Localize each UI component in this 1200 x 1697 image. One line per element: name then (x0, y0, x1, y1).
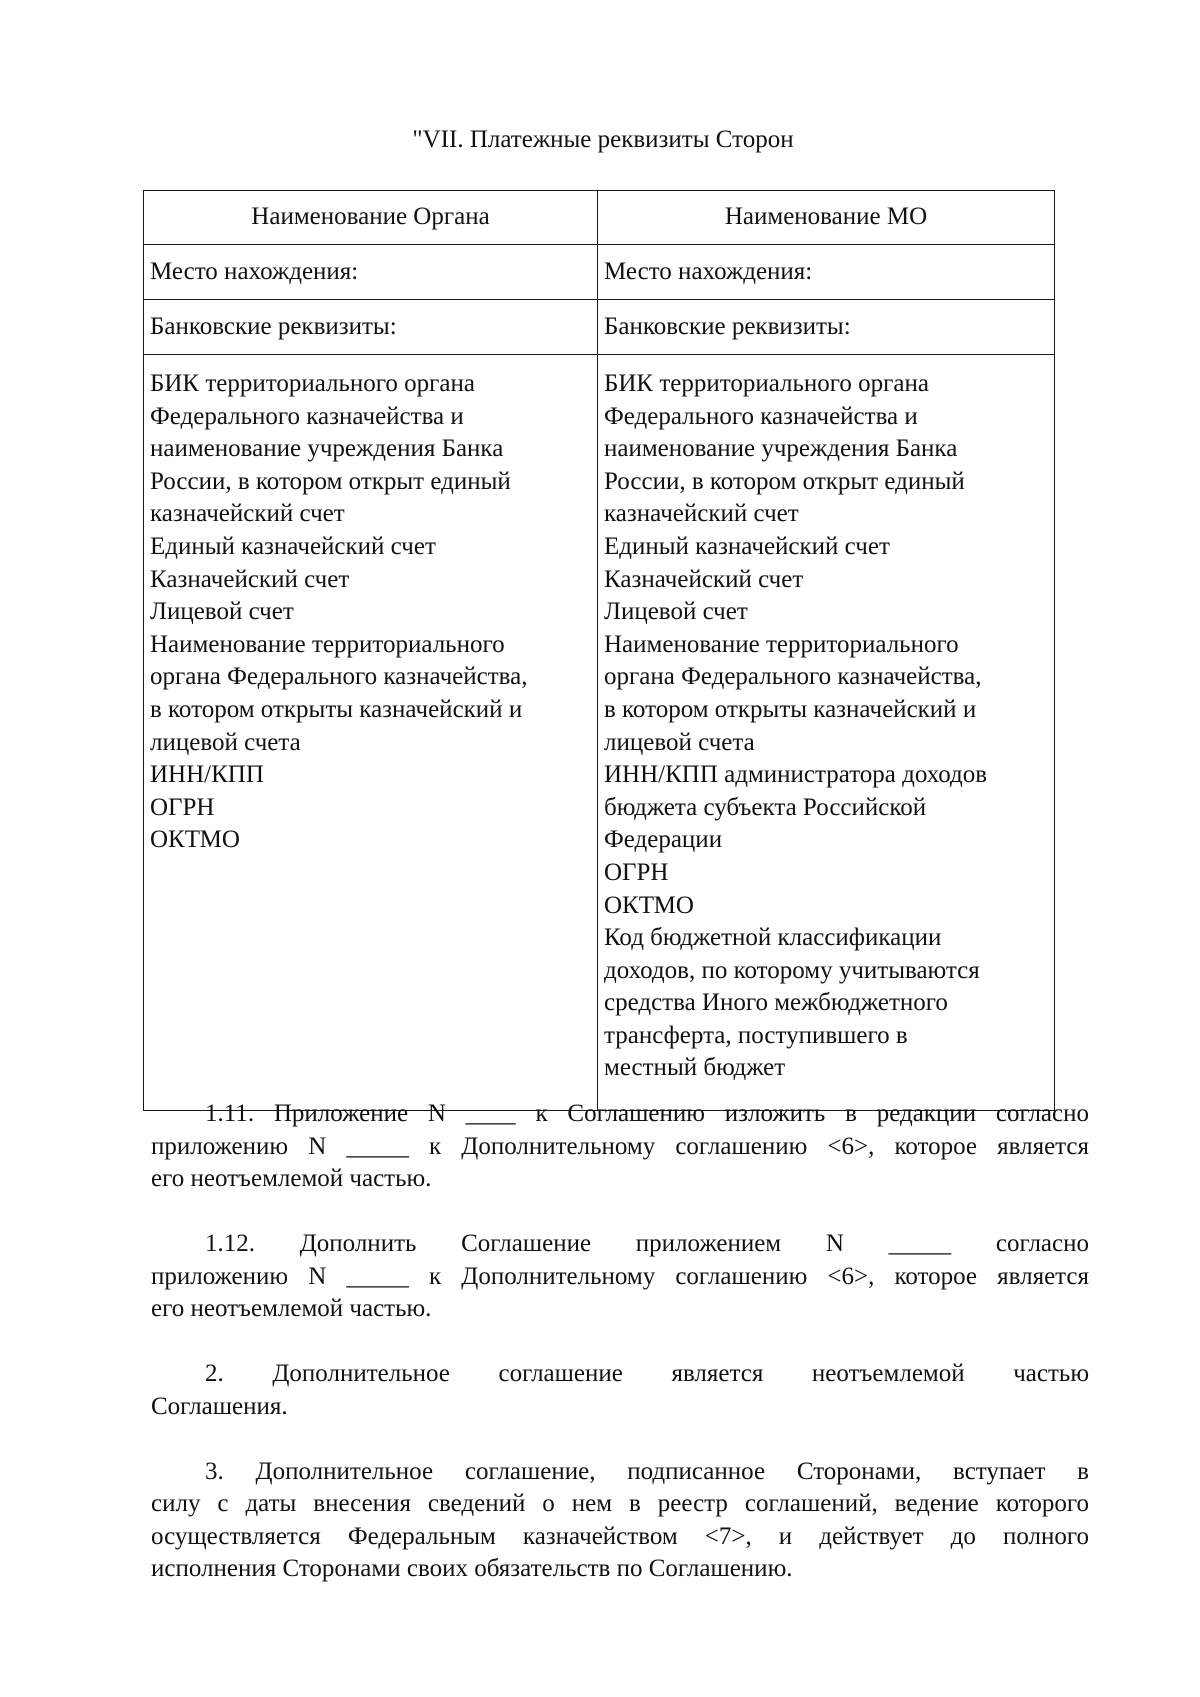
paragraph-line: приложению N _____ к Дополнительному соглашению <6>, которое является (151, 1132, 1089, 1160)
paragraph-line: приложению N _____ к Дополнительному соглашению <6>, которое является (151, 1262, 1089, 1290)
municipality-detail-line: доходов, по которому учитываются (604, 956, 980, 984)
paragraph-3 (151, 1456, 1089, 1586)
header-authority: Наименование Органа (144, 191, 598, 245)
authority-details-cell (144, 355, 598, 1111)
authority-detail-line: Лицевой счет (150, 598, 294, 626)
paragraph-line: Соглашения. (151, 1392, 288, 1420)
municipality-detail-line: России, в котором открыт единый (604, 467, 965, 495)
authority-bank-label: Банковские реквизиты: (144, 300, 598, 355)
paragraph-line: его неотъемлемой частью. (151, 1295, 432, 1322)
paragraph-line: его неотъемлемой частью. (151, 1165, 432, 1192)
authority-detail-line: Наименование территориального (150, 630, 505, 658)
municipality-location-label: Место нахождения: (598, 245, 1055, 300)
paragraph-line: 1.12. Дополнить Соглашение приложением N _____ согласно (205, 1230, 1089, 1257)
municipality-detail-line: органа Федерального казначейства, (604, 663, 982, 691)
municipality-detail-line: наименование учреждения Банка (604, 435, 958, 463)
municipality-detail-line: ИНН/КПП администратора доходов (604, 761, 988, 789)
paragraph-line: исполнения Сторонами своих обязательств по Соглашению. (151, 1555, 793, 1582)
authority-detail-line: органа Федерального казначейства, (150, 663, 528, 691)
authority-detail-line: Единый казначейский счет (150, 532, 436, 560)
municipality-detail-line: Наименование территориального (604, 630, 959, 658)
municipality-detail-line: БИК территориального органа (604, 370, 929, 397)
authority-detail-line: лицевой счета (150, 728, 301, 756)
table-row-details (144, 355, 1055, 1111)
authority-detail-line: казначейский счет (150, 500, 345, 528)
authority-detail-line: ОКТМО (150, 826, 240, 854)
municipality-detail-line: ОКТМО (604, 891, 694, 919)
paragraph-line: осуществляется Федеральным казначейством <7>, и действует до полного (151, 1522, 1089, 1550)
municipality-detail-line: средства Иного межбюджетного (604, 989, 948, 1017)
municipality-detail-line: трансферта, поступившего в (604, 1021, 908, 1049)
municipality-detail-line: казначейский счет (604, 500, 799, 528)
municipality-detail-line: ОГРН (604, 858, 669, 886)
municipality-detail-line: местный бюджет (604, 1054, 786, 1082)
authority-detail-line: России, в котором открыт единый (150, 467, 511, 495)
paragraph-line: силу с даты внесения сведений о нем в реестр соглашений, ведение которого (151, 1490, 1089, 1517)
authority-detail-line: ИНН/КПП (150, 761, 264, 789)
authority-detail-line: Казначейский счет (150, 565, 350, 593)
municipality-detail-line: Казначейский счет (604, 565, 804, 593)
paragraph-line: 1.11. Приложение N ____ к Соглашению изложить в редакции согласно (205, 1100, 1089, 1127)
authority-detail-line: Федерального казначейства и (150, 402, 464, 430)
municipality-detail-line: Федерации (604, 826, 723, 854)
authority-location-label: Место нахождения: (144, 245, 598, 300)
table-header-row (144, 191, 1055, 245)
authority-detail-line: БИК территориального органа (150, 370, 475, 397)
header-municipality: Наименование МО (598, 191, 1055, 245)
section-title: "VII. Платежные реквизиты Сторон (412, 126, 794, 153)
authority-detail-line: в котором открыты казначейский и (150, 695, 523, 723)
paragraph-1-12 (151, 1228, 1089, 1326)
municipality-detail-line: Единый казначейский счет (604, 532, 890, 560)
paragraph-line: 3. Дополнительное соглашение, подписанное Сторонами, вступает в (205, 1457, 1089, 1485)
authority-detail-line: ОГРН (150, 793, 215, 821)
table-row-location (144, 245, 1055, 300)
municipality-detail-line: в котором открыты казначейский и (604, 695, 977, 723)
municipality-bank-label: Банковские реквизиты: (598, 300, 1055, 355)
municipality-details-cell (598, 355, 1055, 1111)
document-body (151, 1098, 1089, 1618)
payment-details-table (143, 190, 1055, 1111)
paragraph-1-11 (151, 1098, 1089, 1196)
municipality-detail-line: лицевой счета (604, 728, 755, 756)
municipality-detail-line: Лицевой счет (604, 598, 748, 626)
municipality-detail-line: Код бюджетной классификации (604, 924, 942, 952)
table-row-bank (144, 300, 1055, 355)
paragraph-line: 2. Дополнительное соглашение является неотъемлемой частью (205, 1360, 1089, 1387)
paragraph-2 (151, 1358, 1089, 1423)
authority-detail-line: наименование учреждения Банка (150, 435, 504, 463)
municipality-detail-line: Федерального казначейства и (604, 402, 918, 430)
municipality-detail-line: бюджета субъекта Российской (604, 793, 927, 821)
